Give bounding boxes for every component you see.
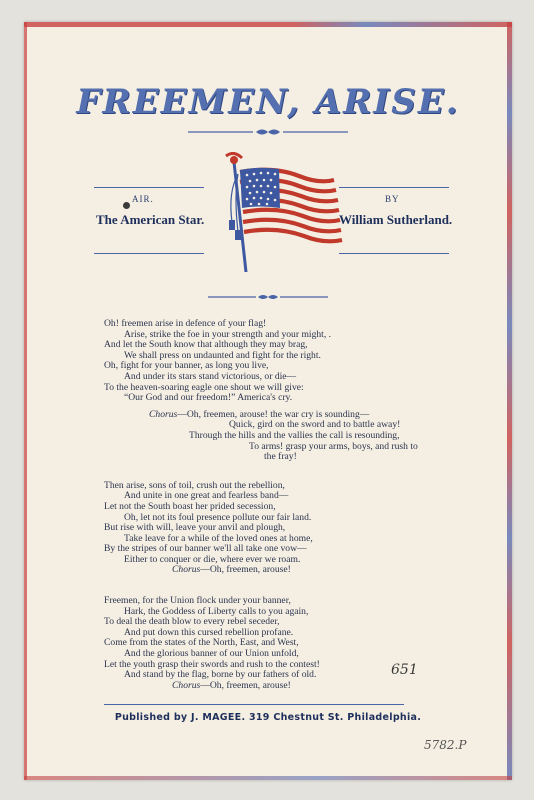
lyric-line: Let not the South boast her prided secession, <box>104 500 276 512</box>
stanza-2 <box>104 481 504 576</box>
right-rule-lower <box>339 253 449 254</box>
border-top <box>24 22 512 27</box>
stanza-1 <box>104 319 504 404</box>
lyric-line: —Oh, freemen, arouse! <box>200 679 291 691</box>
lyric-line: Oh, fight for your banner, as long you live, <box>104 360 269 372</box>
lyric-line: By the stripes of our banner we'll all take one vow— <box>104 543 307 555</box>
stanza-3 <box>104 596 504 691</box>
ink-blot <box>123 202 130 209</box>
lyric-line: Through the hills and the vallies the call is resounding, <box>189 429 400 441</box>
chorus-label: Chorus <box>149 408 178 420</box>
lyric-line: And let the South know that although they may brag, <box>104 339 308 351</box>
lyric-line: And under its stars stand victorious, or die— <box>124 370 297 382</box>
lyric-line: But rise with will, leave your anvil and plough, <box>104 522 286 534</box>
right-rule <box>339 187 449 188</box>
song-title: FREEMEN, ARISE. <box>76 82 460 122</box>
lyric-line: Take leave for a while of the loved ones at home, <box>124 532 313 544</box>
by-label: BY <box>385 194 400 204</box>
air-value: The American Star. <box>96 212 205 227</box>
lyric-line: —Oh, freemen, arouse! <box>200 564 291 576</box>
lyric-line: Freemen, for the Union flock under your banner, <box>104 595 291 607</box>
lyric-line: Quick, gird on the sword and to battle away! <box>229 419 401 431</box>
publisher-imprint: Published by J. MAGEE. 319 Chestnut St. Philadelphia. <box>114 712 422 723</box>
author-name: William Sutherland. <box>339 212 453 227</box>
lyric-line: And unite in one great and fearless band— <box>124 490 289 502</box>
lyric-line: Then arise, sons of toil, crush out the rebellion, <box>104 479 285 491</box>
handwritten-number: 651 <box>391 662 418 678</box>
lyric-line: Let the youth grasp their swords and rush to the contest! <box>104 658 320 670</box>
lyric-line: To deal the death blow to every rebel seceder, <box>104 616 280 628</box>
lyric-line: Arise, strike the foe in your strength and your might, . <box>124 328 332 340</box>
lyric-line: We shall press on undaunted and fight for the right. <box>124 349 321 361</box>
lyric-line: “Our God and our freedom!” America's cry. <box>124 392 293 404</box>
lyric-line: Oh, let not its foul presence pollute our fair land. <box>124 511 312 523</box>
chorus-1 <box>104 410 504 463</box>
flag-ornament-icon <box>208 292 328 302</box>
lyric-line: Come from the states of the North, East, and West, <box>104 637 299 649</box>
lyric-line: To the heaven-soaring eagle one shout we will give: <box>104 381 304 393</box>
air-label: AIR. <box>132 194 154 204</box>
american-flag-icon <box>204 152 344 277</box>
chorus-label: Chorus <box>172 564 201 576</box>
song-lyrics <box>104 319 504 691</box>
lyric-line: Oh! freemen arise in defence of your flag! <box>104 318 267 329</box>
broadside-sheet <box>24 22 512 780</box>
lyric-line: Hark, the Goddess of Liberty calls to you again, <box>124 605 309 617</box>
border-right <box>507 22 512 780</box>
handwritten-catalog-number: 5782.P <box>424 738 467 752</box>
left-rule-lower <box>94 253 204 254</box>
lyric-line: the fray! <box>264 451 297 463</box>
lyric-line: And stand by the flag, borne by our fathers of old. <box>124 669 317 681</box>
bottom-rule <box>104 704 404 705</box>
chorus-label: Chorus <box>172 679 201 691</box>
lyric-line: To arms! grasp your arms, boys, and rush to <box>249 440 418 452</box>
left-rule <box>94 187 204 188</box>
lyric-line: Either to conquer or die, where ever we roam. <box>124 553 301 565</box>
title-ornament-icon <box>188 127 348 137</box>
border-left <box>24 22 27 780</box>
lyric-line: And put down this cursed rebellion profane. <box>124 626 294 638</box>
border-bottom <box>24 776 512 780</box>
lyric-line: And the glorious banner of our Union unfold, <box>124 648 299 660</box>
lyric-line: —Oh, freemen, arouse! the war cry is sounding— <box>177 408 370 420</box>
